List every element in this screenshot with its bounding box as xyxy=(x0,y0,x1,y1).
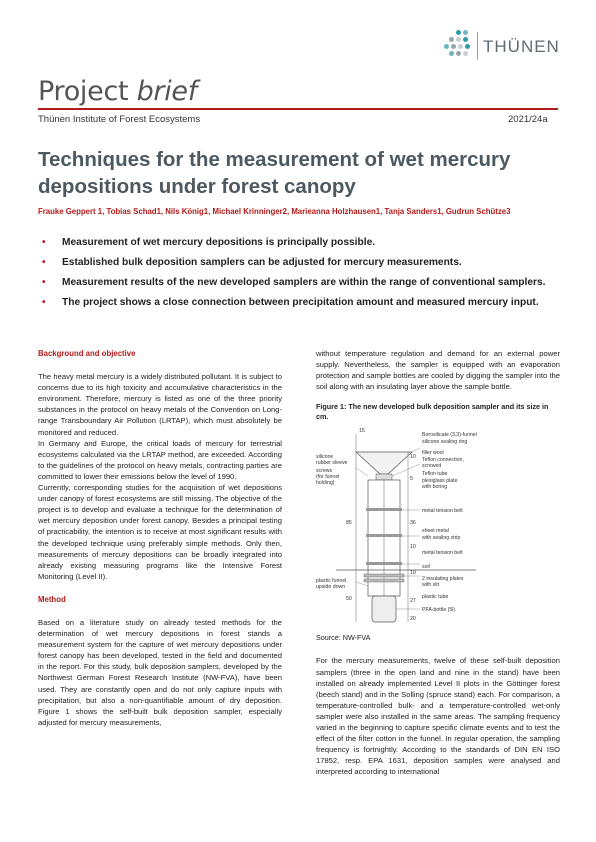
method-paragraph-cont: without temperature regulation and demand for an external power supply. Nevertheless, the sampler is equipped with an evaporation protection and sample bottles are cooled by digging the sampler into the soil along with an insulating layer above the sample bottle. xyxy=(316,349,560,392)
diagram-label: 2 insulating plates xyxy=(422,576,464,583)
diagram-label-left: rubber sleeve xyxy=(316,460,348,467)
logo-dot xyxy=(463,37,468,42)
diagram-label-left: (for funnel xyxy=(316,474,340,481)
brief-italic: brief xyxy=(136,76,197,107)
pfa-bottle xyxy=(372,596,396,622)
insulating-plate xyxy=(364,574,404,577)
diagram-label: silicone sealing ring xyxy=(422,439,468,446)
diagram-label: filler wool xyxy=(422,450,444,457)
background-paragraph: The heavy metal mercury is a widely distributed pollutant. It is subject to concerns due to its high toxicity and accumulative characteristics in the environment. Therefore, mercury is listed as one of the three priority substances in the protocol on heavy metals of the Convention on Long-range Transboundary Air Pollution (LRTAP), which must absolutely be monitored and reduced. xyxy=(38,372,282,437)
figure-caption: Figure 1: The new developed bulk deposition sampler and its size in cm. xyxy=(316,402,549,422)
logo-separator xyxy=(477,32,478,60)
dimension-value: 10 xyxy=(410,544,416,551)
background-paragraph: Currently, corresponding studies for the acquisition of wet depositions under canopy of forest ecosystems are still missing. The objective of the project is to develop and evaluate a technique for the determination of wet mercury deposition under forest canopy. Besides a principal testing of practicability, the intention is to receive at most significant results with the developed technique using preferably simple methods. Only then, measurements of mercury depositions can be broadly integrated into already existing measuring programs like the Intensive Forest Monitoring (Level II). xyxy=(38,483,282,581)
diagram-label: sheet metal xyxy=(422,528,449,535)
logo-dot xyxy=(456,37,461,42)
key-point-text: The project shows a close connection between precipitation amount and measured mercury input. xyxy=(62,297,539,308)
dimension-value: 20 xyxy=(410,616,416,623)
key-point xyxy=(42,256,562,270)
diagram-label: plexiglass plate xyxy=(422,478,458,485)
tension-belt xyxy=(366,508,402,511)
diagram-label: metal tension belt xyxy=(422,550,463,557)
tension-belt xyxy=(366,562,402,565)
key-point xyxy=(42,236,562,250)
logo-dot xyxy=(456,51,461,56)
bullet-icon: • xyxy=(42,237,46,248)
logo-dots-icon xyxy=(444,30,474,60)
insulating-plate xyxy=(364,579,404,582)
method-paragraph-cont: For the mercury measurements, twelve of these self-built deposition samplers (three in the open land and nine in the stand) have been installed on already implemented Level II plots in the Göttinger forest (beech stand) and in the Solling (spruce stand) each. For comparison, a temperature-controlled bulk- and a temperature-controlled wet-only sampler were also installed in the same areas. The sampling frequency varied in the beginning to capture specific climate events and to test the effect of the filter cotton in the funnel. In regular operation, the sampling frequency is fortnightly. According to the standards of DIN EN ISO 17852, resp. EPA 1631, deposition samples were analysed and interpreted according to international xyxy=(316,656,560,777)
diagram-label: Teflon connection, xyxy=(422,457,464,464)
sampler-diagram-svg xyxy=(316,424,560,630)
author-list: Frauke Geppert 1, Tobias Schad1, Nils König1, Michael Krinninger2, Marieanna Holzhausen1, Tanja Sanders1, Gudrun Schütze3 xyxy=(38,207,511,216)
logo-dot xyxy=(449,37,454,42)
diagram-label: plastic tube xyxy=(422,594,449,601)
key-points-list xyxy=(42,236,562,316)
dimension-value: 15 xyxy=(359,428,365,435)
header-rule xyxy=(38,108,558,110)
diagram-label-left: plastic funnel, xyxy=(316,578,348,585)
diagram-label-left: silicone xyxy=(316,454,334,461)
diagram-label-left: holding) xyxy=(316,480,335,487)
tension-belt xyxy=(366,534,402,537)
thuenen-logo xyxy=(444,28,564,64)
logo-dot xyxy=(444,44,449,49)
diagram-label: with sealing strip xyxy=(422,535,461,542)
bullet-icon: • xyxy=(42,277,46,288)
diagram-label: with boring xyxy=(422,484,448,491)
diagram-label: Borosilicate (3.3)-funnel xyxy=(422,432,477,439)
diagram-label: PFA-bottle (5l) xyxy=(422,607,456,614)
diagram-label: soil xyxy=(422,564,430,571)
figure-source: Source: NW-FVA xyxy=(316,633,371,643)
key-point-text: Measurement of wet mercury depositions is principally possible. xyxy=(62,237,376,248)
institute-name: Thünen Institute of Forest Ecosystems xyxy=(38,114,201,125)
section-heading-background: Background and objective xyxy=(38,349,136,358)
right-column xyxy=(316,348,560,778)
dimension-value: 36 xyxy=(410,520,416,527)
logo-dot xyxy=(463,30,468,35)
bullet-icon: • xyxy=(42,257,46,268)
dimension-value: 10 xyxy=(410,570,416,577)
method-paragraph: Based on a literature study on already tested methods for the determination of wet mercury depositions in forest stands a measurement system for the capture of wet mercury depositions under forest canopy has been developed, tested in the field and documented in the report. For this study, bulk deposition samplers, developed by the Northwest German Forest Research Institute (NW-FVA), have been used. They are constantly open and do not only capture inputs with precipitation, but also a non-quantifiable amount of dry deposition. Figure 1 shows the self-built bulk deposition sampler, especially adjusted for mercury measurements, xyxy=(38,617,282,727)
dimension-value: 50 xyxy=(346,596,352,603)
brief-number: 2021/24a xyxy=(508,114,548,125)
background-paragraph: In Germany and Europe, the critical loads of mercury for terrestrial ecosystems calculated via the LRTAP method, are exceeded. According to the guidelines of the protocol on heavy metals, contracting parties are committed to lower their emissions below the level of 1990. xyxy=(38,438,282,481)
diagram-label: metal tension belt xyxy=(422,508,463,515)
logo-dot xyxy=(456,30,461,35)
logo-dot xyxy=(458,44,463,49)
key-point xyxy=(42,276,562,290)
logo-dot xyxy=(463,51,468,56)
logo-dot xyxy=(451,44,456,49)
logo-dot xyxy=(465,44,470,49)
sampler-diagram xyxy=(316,424,560,630)
section-heading-method: Method xyxy=(38,594,66,604)
key-point xyxy=(42,296,562,310)
project-brief-title xyxy=(38,76,197,107)
page-title: Techniques for the measurement of wet mercury depositions under forest canopy xyxy=(38,148,511,198)
diagram-label: with slit xyxy=(422,582,440,589)
key-point-text: Established bulk deposition samplers can be adjusted for mercury measurements. xyxy=(62,257,462,268)
left-column xyxy=(38,348,282,728)
spacer xyxy=(38,582,282,594)
bullet-icon: • xyxy=(42,297,46,308)
diagram-label-left: upside down xyxy=(316,584,346,591)
dimension-value: 85 xyxy=(346,520,352,527)
logo-dot xyxy=(449,51,454,56)
diagram-label: screwed xyxy=(422,463,442,470)
dimension-value: 10 xyxy=(410,454,416,461)
diagram-label: Teflon tube xyxy=(422,471,448,478)
logo-wordmark: THÜNEN xyxy=(483,37,560,56)
key-point-text: Measurement results of the new developed samplers are within the range of conventional samplers. xyxy=(62,277,546,288)
diagram-label-left: screws xyxy=(316,468,333,475)
dimension-value: 27 xyxy=(410,598,416,605)
connection-part xyxy=(376,474,392,480)
dimension-value: 5 xyxy=(410,476,413,483)
brief-main: Project xyxy=(38,76,129,107)
funnel-shape xyxy=(356,452,412,474)
